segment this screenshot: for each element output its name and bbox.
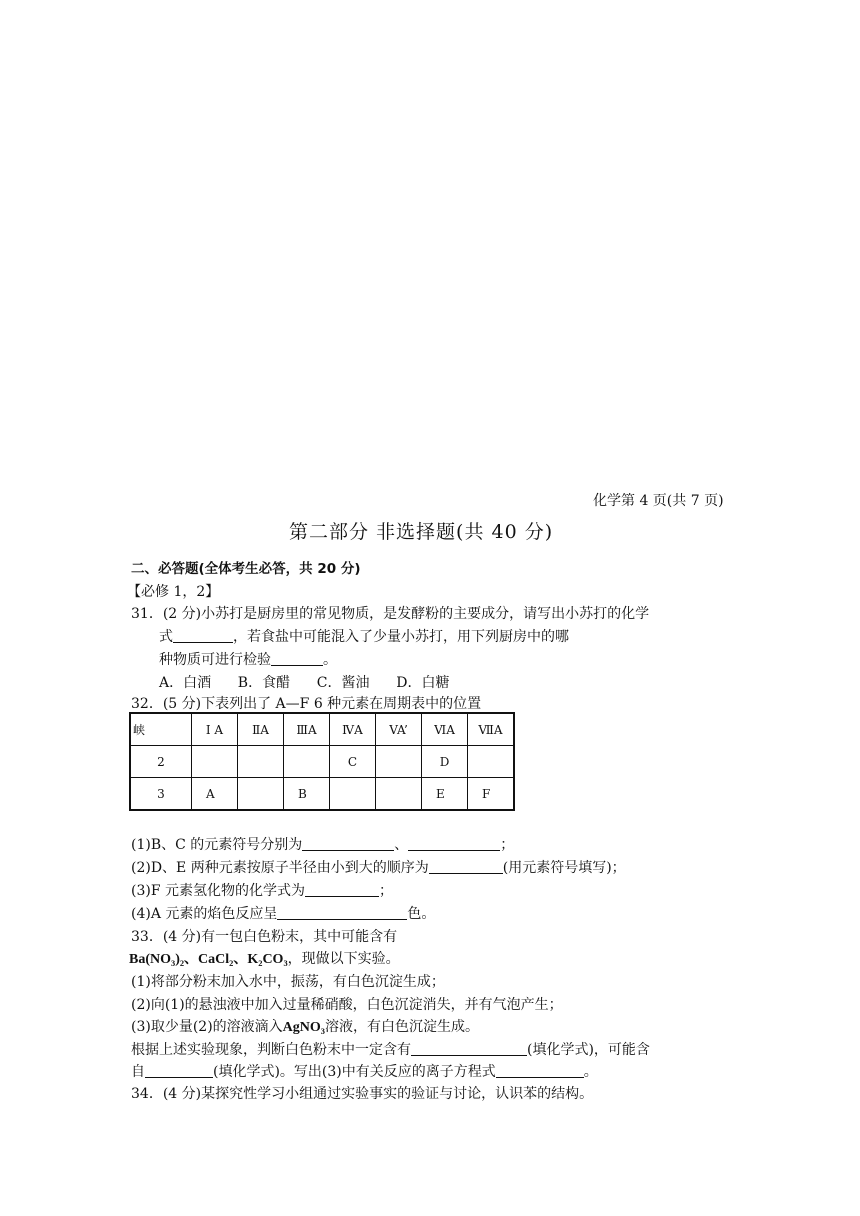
table-cell: A	[192, 778, 238, 811]
q33-stem2: ，现做以下实验。	[287, 951, 400, 967]
section-tag: 【必修 1，2】	[127, 584, 220, 600]
table-cell: D	[422, 746, 468, 778]
q33-stem: 33．(4 分)有一包白色粉末，其中可能含有	[131, 929, 398, 945]
table-header-cell: ⅢA	[284, 713, 330, 746]
q32-sub4-pre: (4)A 元素的焰色反应呈	[131, 906, 278, 922]
q32-blank-radius[interactable]	[429, 859, 503, 874]
q33-concl-post: (填化学式)，可能含	[527, 1042, 650, 1058]
q31-line3	[159, 651, 337, 669]
table-cell	[376, 746, 422, 778]
q33-line2-post: 。	[583, 1064, 598, 1080]
q33-line2-pre: 自	[131, 1064, 145, 1080]
q32-sub3	[131, 882, 393, 900]
q31-line2-pre: 式	[159, 629, 173, 645]
table-cell	[192, 746, 238, 778]
q33-concl-pre: 根据上述实验现象，判断白色粉末中一定含有	[131, 1042, 411, 1058]
q33-step3	[131, 1018, 479, 1037]
table-header-cell: 峡	[130, 713, 192, 746]
q33-step1: (1)将部分粉末加入水中，振荡，有白色沉淀生成；	[131, 974, 445, 990]
q32-sub3-post: ；	[379, 883, 393, 899]
table-cell: B	[284, 778, 330, 811]
q32-sub2-pre: (2)D、E 两种元素按原子半径由小到大的顺序为	[131, 860, 429, 876]
q33-blank-possible[interactable]	[145, 1063, 213, 1078]
q32-sub2	[131, 859, 626, 877]
q33-line2-mid: (填化学式)。写出(3)中有关反应的离子方程式	[213, 1064, 496, 1080]
table-row	[130, 746, 514, 778]
q32-sub2-post: (用元素符号填写)；	[502, 860, 626, 876]
q31-blank-test[interactable]	[271, 651, 323, 666]
table-cell	[330, 778, 376, 811]
q32-sub4	[131, 905, 435, 923]
table-header-cell: VA’	[376, 713, 422, 746]
q31-line3-pre: 种物质可进行检验	[159, 652, 271, 668]
table-header-cell: Ⅰ A	[192, 713, 238, 746]
table-cell	[376, 778, 422, 811]
q34-stem: 34．(4 分)某探究性学习小组通过实验事实的验证与讨论，认识苯的结构。	[131, 1086, 594, 1102]
q31-blank-formula[interactable]	[173, 628, 233, 643]
q32-blank-c[interactable]	[408, 836, 500, 851]
q32-stem: 32．(5 分)下表列出了 A—F 6 种元素在周期表中的位置	[131, 696, 482, 712]
table-cell: C	[330, 746, 376, 778]
q33-conclusion-line2	[131, 1063, 598, 1081]
table-cell: 2	[130, 746, 192, 778]
q32-blank-flame[interactable]	[277, 905, 407, 920]
table-cell	[284, 746, 330, 778]
table-cell: F	[468, 778, 515, 811]
q32-sub4-post: 色。	[407, 906, 436, 922]
section-heading: 二、必答题(全体考生必答，共 20 分)	[131, 561, 361, 577]
q33-conclusion	[131, 1041, 650, 1059]
table-cell: E	[422, 778, 468, 811]
table-cell	[238, 746, 284, 778]
q32-sub3-pre: (3)F 元素氢化物的化学式为	[131, 883, 305, 899]
table-header-cell: ⅣA	[330, 713, 376, 746]
part-title: 第二部分 非选择题(共 40 分)	[289, 521, 554, 543]
q31-options: A．白酒 B．食醋 C．酱油 D．白糖	[159, 675, 450, 691]
table-header-cell: ⅥA	[422, 713, 468, 746]
q32-sub1	[131, 836, 514, 854]
q32-sub1-mid: 、	[394, 837, 409, 853]
q33-blank-equation[interactable]	[496, 1063, 584, 1078]
q31-line3-post: 。	[323, 652, 337, 668]
q32-blank-hydride[interactable]	[305, 882, 379, 897]
q32-sub1-post: ；	[500, 837, 515, 853]
q33-blank-definite[interactable]	[411, 1041, 527, 1056]
q31-line1: 31．(2 分)小苏打是厨房里的常见物质，是发酵粉的主要成分，请写出小苏打的化学	[131, 606, 650, 622]
q33-step3-post: 溶液，有白色沉淀生成。	[324, 1019, 479, 1035]
q33-step3-pre: (3)取少量(2)的溶液滴入	[131, 1019, 283, 1035]
q33-line2	[129, 950, 400, 969]
q33-step3-formula: AgNO₃	[282, 1020, 325, 1035]
page-number: 化学第 4 页(共 7 页)	[593, 493, 724, 509]
q32-sub1-pre: (1)B、C 的元素符号分别为	[131, 837, 303, 853]
table-header-cell: ⅡA	[238, 713, 284, 746]
table-cell	[468, 746, 515, 778]
q33-formula: Ba(NO₃)₂、CaCl₂、K₂CO₃	[129, 952, 288, 967]
table-cell	[238, 778, 284, 811]
q31-line2-post: ，若食盐中可能混入了少量小苏打，用下列厨房中的哪	[233, 629, 569, 645]
table-cell: 3	[130, 778, 192, 811]
table-header-cell: ⅦA	[468, 713, 515, 746]
table-row	[130, 778, 514, 811]
table-header-row	[130, 713, 514, 746]
q33-step2: (2)向(1)的悬浊液中加入过量稀硝酸，白色沉淀消失，并有气泡产生；	[131, 997, 563, 1013]
q31-line2	[159, 628, 569, 646]
periodic-table	[129, 712, 515, 811]
q32-blank-b[interactable]	[302, 836, 394, 851]
